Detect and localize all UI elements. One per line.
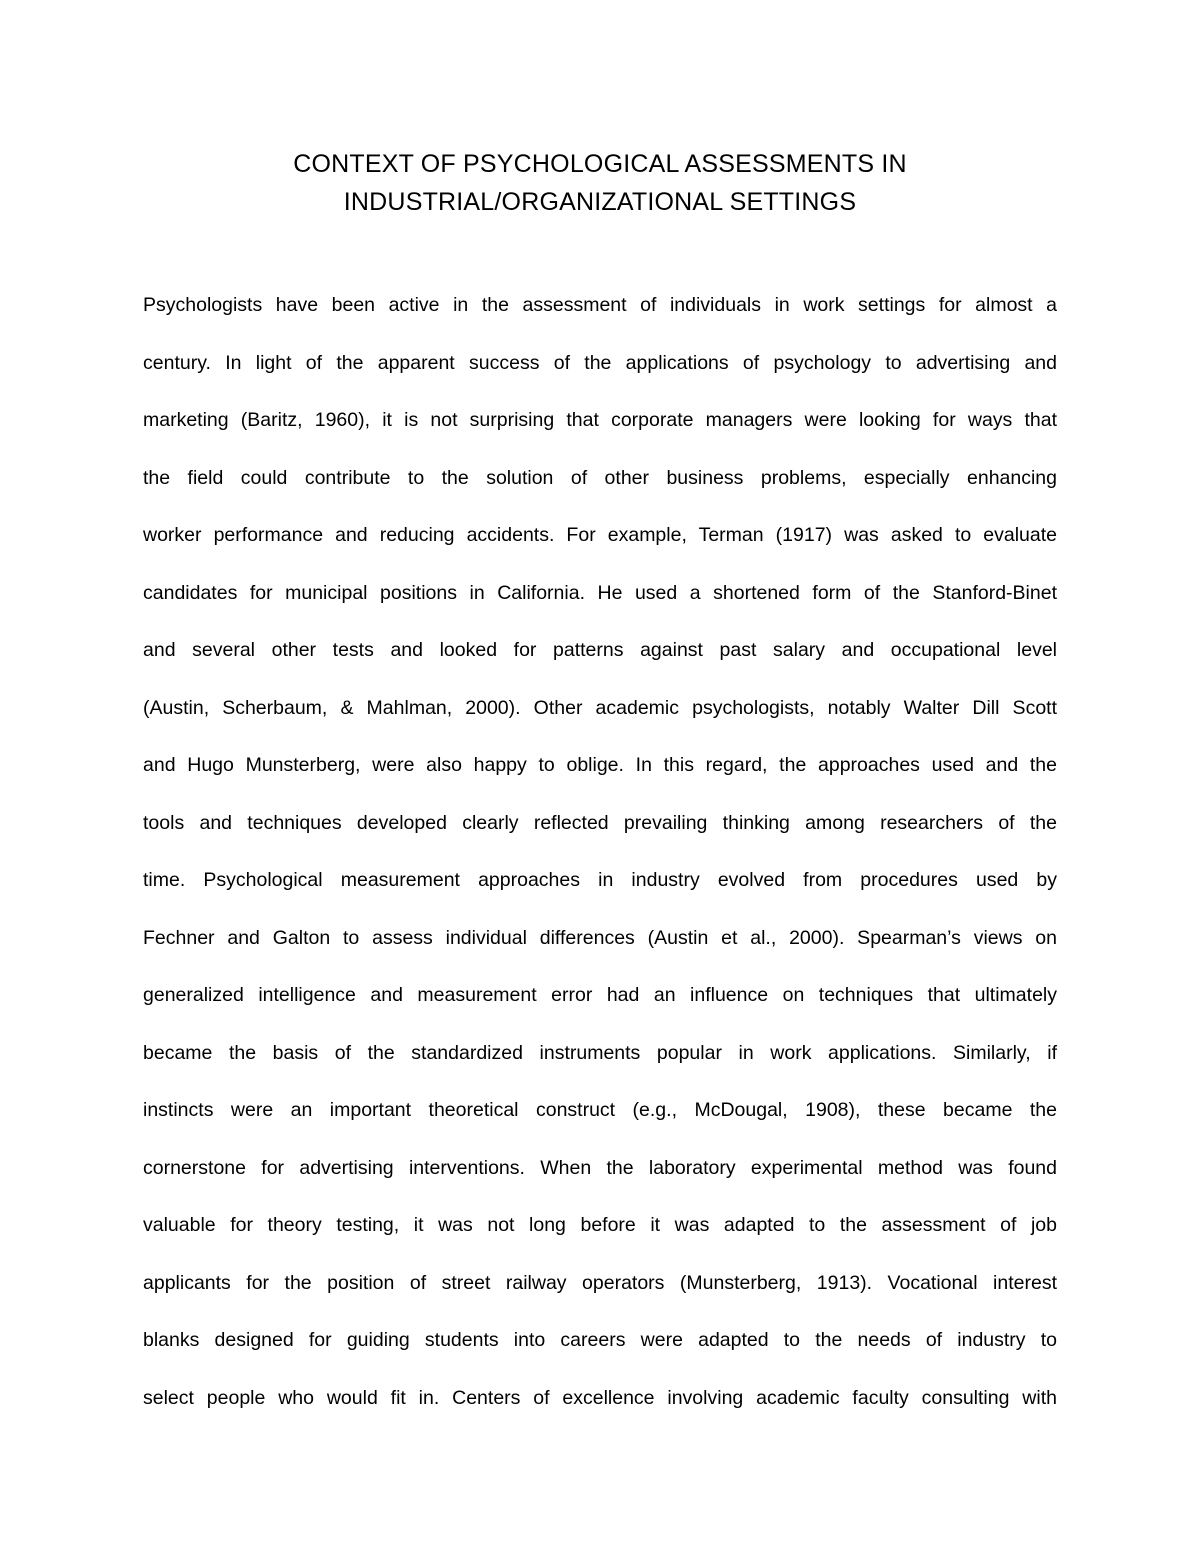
- text-line: valuable for theory testing, it was not long before it was adapted to the assessment of job: [143, 1214, 1057, 1236]
- text-line: blanks designed for guiding students into careers were adapted to the needs of industry to: [143, 1329, 1057, 1351]
- document-title: [140, 145, 1060, 221]
- text-line: marketing (Baritz, 1960), it is not surprising that corporate managers were looking for ways that: [143, 409, 1057, 431]
- text-line: and several other tests and looked for patterns against past salary and occupational level: [143, 639, 1057, 661]
- text-line: generalized intelligence and measurement error had an influence on techniques that ultimately: [143, 984, 1057, 1006]
- title-line-1: CONTEXT OF PSYCHOLOGICAL ASSESSMENTS IN: [293, 150, 907, 178]
- text-line: Psychologists have been active in the assessment of individuals in work settings for almost a: [143, 294, 1057, 316]
- text-line: and Hugo Munsterberg, were also happy to oblige. In this regard, the approaches used and the: [143, 754, 1057, 776]
- text-line: century. In light of the apparent success of the applications of psychology to advertising and: [143, 351, 1057, 374]
- text-line: cornerstone for advertising interventions. When the laboratory experimental method was found: [143, 1156, 1057, 1179]
- body-paragraph: [143, 285, 1057, 1435]
- title-line-2: INDUSTRIAL/ORGANIZATIONAL SETTINGS: [343, 188, 857, 216]
- text-line: instincts were an important theoretical construct (e.g., McDougal, 1908), these became the: [143, 1099, 1057, 1121]
- text-line: candidates for municipal positions in California. He used a shortened form of the Stanford-Binet: [143, 581, 1057, 604]
- text-line: became the basis of the standardized instruments popular in work applications. Similarly, if: [143, 1041, 1057, 1064]
- text-line: the field could contribute to the solution of other business problems, especially enhancing: [143, 466, 1057, 489]
- text-line: select people who would fit in. Centers of excellence involving academic faculty consulting with: [143, 1386, 1057, 1409]
- text-line: applicants for the position of street railway operators (Munsterberg, 1913). Vocational interest: [143, 1271, 1057, 1294]
- text-line: Fechner and Galton to assess individual differences (Austin et al., 2000). Spearman’s views on: [143, 926, 1057, 949]
- text-line: time. Psychological measurement approaches in industry evolved from procedures used by: [143, 869, 1057, 891]
- text-line: tools and techniques developed clearly reflected prevailing thinking among researchers of the: [143, 811, 1057, 834]
- text-line: (Austin, Scherbaum, & Mahlman, 2000). Other academic psychologists, notably Walter Dill Scott: [143, 696, 1057, 719]
- text-line: worker performance and reducing accidents. For example, Terman (1917) was asked to evaluate: [143, 524, 1057, 546]
